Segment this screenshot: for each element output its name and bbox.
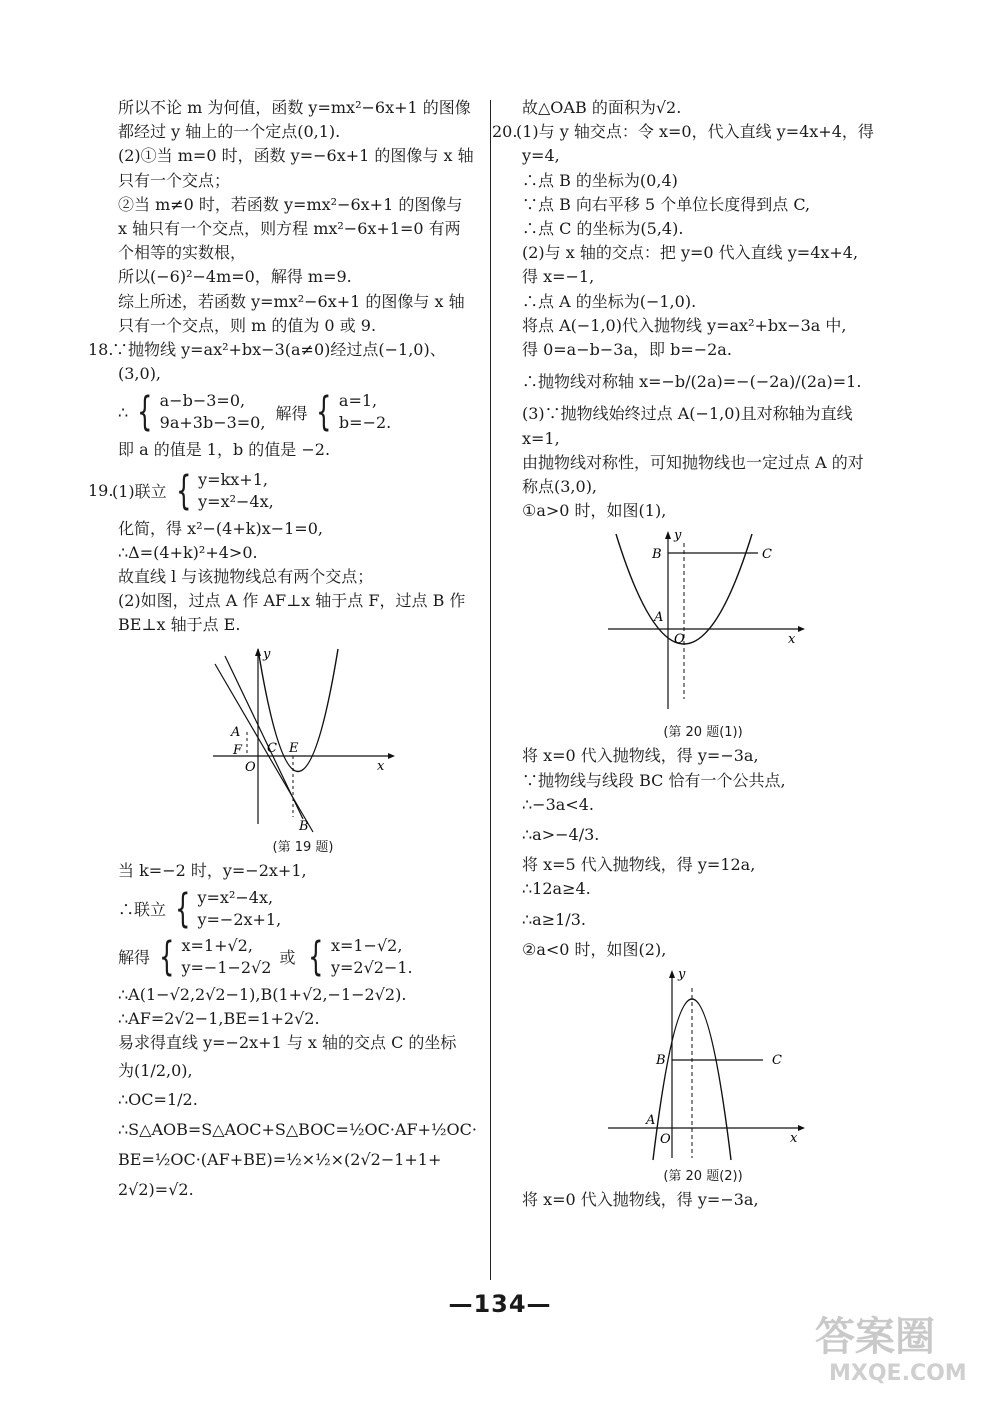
text-line: ②a<0 时，如图(2), bbox=[522, 939, 667, 959]
label: A bbox=[646, 1113, 656, 1129]
label: y bbox=[674, 529, 682, 544]
question-18-line bbox=[88, 338, 488, 362]
equation: y=kx+1, bbox=[198, 469, 268, 489]
text-line: ∴点 A 的坐标为(−1,0). bbox=[522, 291, 697, 311]
text-line: ∴−3a<4. bbox=[522, 794, 594, 814]
label: C bbox=[267, 740, 277, 756]
label: B bbox=[299, 818, 309, 834]
label: A bbox=[231, 724, 241, 740]
label: O bbox=[660, 1132, 671, 1148]
system-lines bbox=[160, 390, 266, 434]
text-line: (2)①当 m=0 时，函数 y=−6x+1 的图像与 x 轴 bbox=[118, 146, 474, 166]
system-lines bbox=[331, 935, 413, 979]
equation: 9a+3b−3=0, bbox=[159, 413, 266, 433]
text-line: 当 k=−2 时，y=−2x+1, bbox=[118, 860, 307, 880]
text-line: ∴AF=2√2−1,BE=1+2√2. bbox=[118, 1009, 320, 1029]
equation: y=−1−2√2 bbox=[181, 957, 272, 977]
text-line: 由抛物线对称性，可知抛物线也一定过点 A 的对 bbox=[522, 452, 864, 472]
text-line: (3)∵抛物线始终过点 A(−1,0)且对称轴为直线 bbox=[522, 404, 853, 424]
question-number: 19. bbox=[88, 481, 114, 501]
label: C bbox=[772, 1053, 782, 1069]
label: B bbox=[656, 1053, 666, 1069]
arrow-icon bbox=[798, 626, 805, 632]
text-line: BE=½OC·(AF+BE)=½×½×(2√2−1+1+ bbox=[118, 1150, 442, 1170]
figure-caption: (第 19 题) bbox=[272, 839, 334, 855]
text-line: 都经过 y 轴上的一个定点(0,1). bbox=[118, 122, 341, 142]
left-column bbox=[88, 96, 488, 1202]
text-span: ∴联立 bbox=[118, 900, 167, 920]
text-line: ∴a≥1/3. bbox=[522, 909, 586, 929]
label: O bbox=[245, 759, 256, 775]
text-line: ①a>0 时，如图(1), bbox=[522, 501, 667, 521]
text-line: ∴点 C 的坐标为(5,4). bbox=[522, 219, 684, 239]
text-line: 故△OAB 的面积为√2. bbox=[522, 98, 682, 117]
arrow-icon bbox=[388, 753, 395, 759]
equation: y=2√2−1. bbox=[330, 957, 413, 977]
label: B bbox=[652, 547, 662, 563]
text-line: 即 a 的值是 1，b 的值是 −2. bbox=[118, 440, 331, 460]
equation: x=1−√2, bbox=[330, 935, 403, 955]
equation: a=1, bbox=[338, 391, 378, 411]
text-line: ∴A(1−√2,2√2−1),B(1+√2,−1−2√2). bbox=[118, 984, 407, 1004]
equation: a−b−3=0, bbox=[159, 391, 246, 411]
equation: y=−2x+1, bbox=[197, 909, 282, 929]
system-lines bbox=[339, 390, 391, 434]
figure-20-1 bbox=[598, 529, 808, 719]
brace-icon: { bbox=[137, 389, 153, 436]
equation-system bbox=[118, 390, 488, 434]
text-line: ∴点 B 的坐标为(0,4) bbox=[522, 170, 678, 190]
label: C bbox=[762, 547, 772, 563]
brace-icon: { bbox=[175, 467, 192, 514]
watermark-url: MXQE.COM bbox=[829, 1361, 967, 1386]
question-number: 18. bbox=[88, 340, 114, 360]
therefore-symbol: ∴ bbox=[118, 402, 129, 422]
brace-icon: { bbox=[308, 933, 324, 980]
solve-label: 解得 bbox=[275, 403, 308, 423]
equation: y=x²−4x, bbox=[197, 887, 274, 907]
text-line: 将 x=0 代入抛物线，得 y=−3a, bbox=[522, 1190, 759, 1210]
figure-caption: (第 20 题(2)) bbox=[663, 1169, 743, 1185]
text-line: 所以不论 m 为何值，函数 y=mx²−6x+1 的图像 bbox=[118, 98, 471, 117]
text-line: 得 0=a−b−3a，即 b=−2a. bbox=[522, 340, 732, 360]
text-line: ∴S△AOB=S△AOC+S△BOC=½OC·AF+½OC· bbox=[118, 1119, 477, 1139]
text-line: ∵抛物线与线段 BC 恰有一个公共点, bbox=[522, 770, 786, 790]
text-line: 只有一个交点，则 m 的值为 0 或 9. bbox=[118, 315, 377, 335]
page-number: —134— bbox=[448, 1290, 552, 1318]
text-line: ②当 m≠0 时，若函数 y=mx²−6x+1 的图像与 bbox=[118, 194, 463, 214]
arrow-icon bbox=[669, 970, 675, 978]
text-line: y=4, bbox=[522, 146, 560, 166]
solution-system bbox=[118, 935, 488, 979]
brace-icon: { bbox=[159, 933, 175, 980]
question-20-line bbox=[492, 120, 898, 144]
text-line: 综上所述，若函数 y=mx²−6x+1 的图像与 x 轴 bbox=[118, 291, 465, 311]
arrow-icon bbox=[665, 531, 671, 539]
system-lines bbox=[197, 887, 281, 931]
text-line: x 轴只有一个交点，则方程 mx²−6x+1=0 有两 bbox=[118, 219, 461, 239]
text-line: x=1, bbox=[522, 428, 560, 448]
text-line: 故直线 l 与该抛物线总有两个交点； bbox=[118, 567, 374, 587]
text-line: 只有一个交点； bbox=[118, 170, 231, 190]
text-line: ∴Δ=(4+k)²+4>0. bbox=[118, 542, 258, 562]
text-span: 解得 bbox=[118, 948, 151, 968]
text-line: BE⊥x 轴于点 E. bbox=[118, 615, 241, 635]
text-line: 得 x=−1, bbox=[522, 267, 595, 287]
figure-20-2 bbox=[598, 968, 808, 1163]
watermark-logo bbox=[807, 1302, 982, 1387]
label: x bbox=[377, 758, 385, 774]
arrow-icon bbox=[798, 1125, 805, 1131]
system-lines bbox=[198, 469, 274, 513]
text-line: 将 x=0 代入抛物线，得 y=−3a, bbox=[522, 746, 759, 766]
label: y bbox=[263, 646, 271, 662]
equation: b=−2. bbox=[338, 413, 392, 433]
text-line: ∴12a≥4. bbox=[522, 879, 591, 899]
right-column bbox=[492, 96, 898, 1212]
equation: y=x²−4x, bbox=[198, 491, 274, 511]
brace-icon: { bbox=[316, 389, 332, 436]
text-line: (2)如图，过点 A 作 AF⊥x 轴于点 F，过点 B 作 bbox=[118, 591, 466, 611]
text-line: 化简，得 x²−(4+k)x−1=0, bbox=[118, 518, 323, 538]
text-line: 所以(−6)²−4m=0，解得 m=9. bbox=[118, 267, 352, 287]
text-line: (3,0), bbox=[118, 364, 162, 384]
watermark-text: 答案圈 bbox=[815, 1314, 935, 1360]
column-divider bbox=[490, 100, 491, 1280]
label: F bbox=[233, 742, 243, 758]
text-span: (1)与 y 轴交点：令 x=0，代入直线 y=4x+4，得 bbox=[516, 122, 874, 142]
text-line: ∴a>−4/3. bbox=[522, 825, 600, 845]
text-line: ∵点 B 向右平移 5 个单位长度得到点 C, bbox=[522, 194, 811, 214]
text-line: 将点 A(−1,0)代入抛物线 y=ax²+bx−3a 中, bbox=[522, 315, 847, 335]
text-span: 或 bbox=[279, 948, 296, 968]
equation: x=1+√2, bbox=[181, 935, 253, 955]
label: O bbox=[674, 632, 685, 648]
text-line: 为(1/2,0), bbox=[118, 1061, 193, 1081]
text-line: (2)与 x 轴的交点：把 y=0 代入直线 y=4x+4, bbox=[522, 243, 859, 263]
text-line: 称点(3,0), bbox=[522, 477, 598, 497]
question-19-system bbox=[88, 467, 488, 514]
label: A bbox=[654, 610, 664, 626]
system-lines bbox=[181, 935, 271, 979]
label: E bbox=[289, 740, 299, 756]
text-span: (1)联立 bbox=[112, 482, 167, 502]
figure-19 bbox=[203, 644, 403, 834]
equation-system bbox=[118, 887, 488, 931]
text-line: 易求得直线 y=−2x+1 与 x 轴的交点 C 的坐标 bbox=[118, 1033, 457, 1053]
label: x bbox=[790, 1131, 798, 1147]
label: y bbox=[678, 968, 686, 983]
text-line: ∴OC=1/2. bbox=[118, 1089, 198, 1109]
text-line: 将 x=5 代入抛物线，得 y=12a, bbox=[522, 855, 756, 875]
label: x bbox=[788, 632, 796, 648]
text-span: ∵抛物线 y=ax²+bx−3(a≠0)经过点(−1,0)、 bbox=[112, 340, 446, 360]
text-line: 2√2)=√2. bbox=[118, 1180, 194, 1200]
text-line: ∴抛物线对称轴 x=−b/(2a)=−(−2a)/(2a)=1. bbox=[522, 372, 862, 392]
question-number: 20. bbox=[492, 122, 518, 142]
brace-icon: { bbox=[175, 885, 191, 932]
text-line: 个相等的实数根， bbox=[118, 243, 247, 263]
figure-caption: (第 20 题(1)) bbox=[663, 725, 743, 741]
